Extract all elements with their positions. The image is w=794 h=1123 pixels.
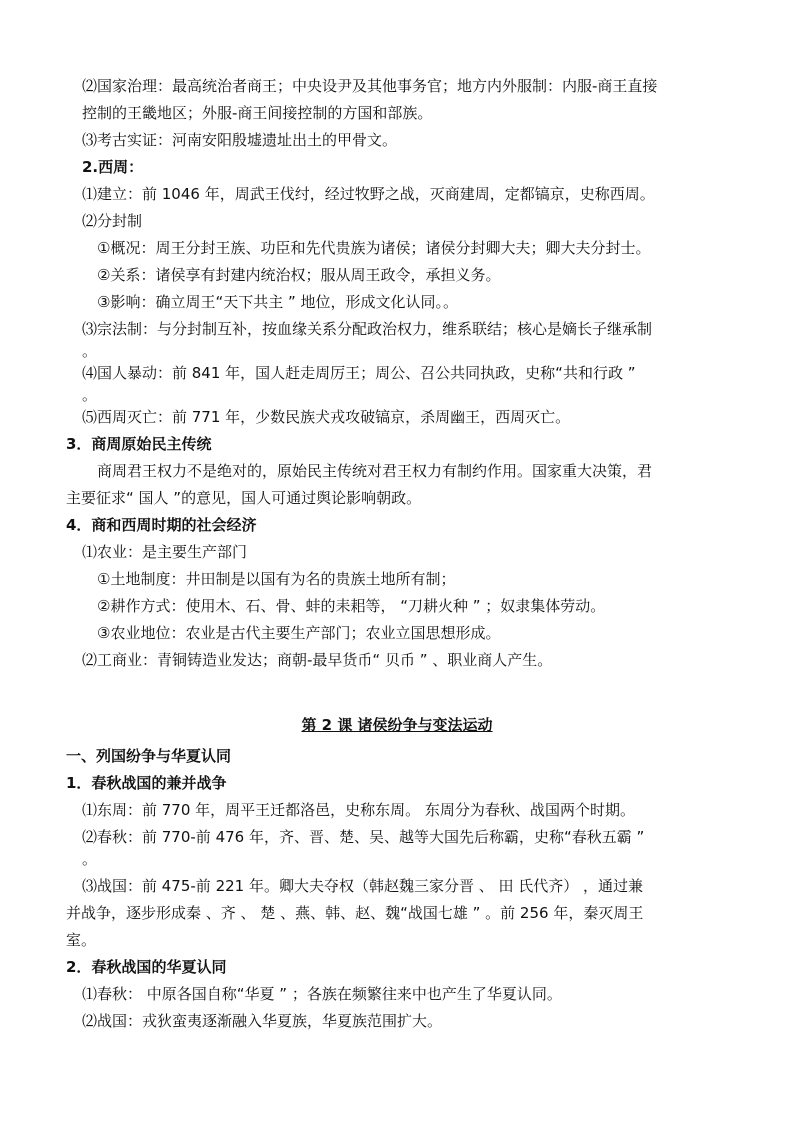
list-item: ②耕作方式：使用木、石、骨、蚌的耒耜等， “刀耕火种 ” ；奴隶集体劳动。 [97,597,606,615]
section-heading: 1．春秋战国的兼并战争 [66,774,227,792]
paragraph-line: 。 [82,342,98,360]
paragraph-line: ⑶宗法制：与分封制互补，按血缘关系分配政治权力，维系联结；核心是嫡长子继承制 [82,320,653,338]
section-heading: 一、列国纷争与华夏认同 [66,747,232,765]
section-heading: 4．商和西周时期的社会经济 [66,516,257,534]
section-heading: 2.西周： [82,158,144,176]
lesson-title: 第 2 课 诸侯纷争与变法运动 [301,716,493,734]
paragraph-line: ⑷国人暴动：前 841 年，国人赶走周厉王；周公、召公共同执政，史称“共和行政 ” [82,364,636,382]
paragraph-line: ⑶考古实证：河南安阳殷墟遗址出土的甲骨文。 [82,131,398,149]
list-item: ②关系：诸侯享有封建内统治权；服从周王政令，承担义务。 [97,266,501,284]
list-item: ③农业地位：农业是古代主要生产部门；农业立国思想形成。 [97,624,501,642]
paragraph-line: ⑴建立：前 1046 年，周武王伐纣，经过牧野之战，灭商建周，定都镐京，史称西周。 [82,185,655,203]
paragraph-line: ⑸西周灭亡：前 771 年，少数民族犬戎攻破镐京，杀周幽王，西周灭亡。 [82,408,571,426]
paragraph-line: ⑵国家治理：最高统治者商王；中央设尹及其他事务官；地方内外服制：内服-商王直接 [82,77,658,95]
section-heading: 2．春秋战国的华夏认同 [66,958,227,976]
paragraph-line: ⑵分封制 [82,212,143,230]
paragraph-line: ⑴农业：是主要生产部门 [82,543,248,561]
paragraph-line: 主要征求“ 国人 ”的意见，国人可通过舆论影响朝政。 [66,489,422,507]
paragraph-line: ⑵工商业：青铜铸造业发达；商朝-最早货币“ 贝币 ” 、职业商人产生。 [82,651,553,669]
paragraph-line: 室。 [66,931,97,949]
list-item: ①概况：周王分封王族、功臣和先代贵族为诸侯；诸侯分封卿大夫；卿大夫分封士。 [97,239,651,257]
paragraph-line: 。 [82,386,98,404]
paragraph-line: ⑴春秋： 中原各国自称“华夏 ” ；各族在频繁往来中也产生了华夏认同。 [82,985,562,1003]
paragraph-line: 控制的王畿地区；外服-商王间接控制的方国和部族。 [82,104,433,122]
list-item: ③影响：确立周王“天下共主 ” 地位，形成文化认同。。 [97,293,459,311]
list-item: ①土地制度：井田制是以国有为名的贵族土地所有制； [97,570,456,588]
paragraph-line: ⑴东周：前 770 年，周平王迁都洛邑，史称东周。 东周分为春秋、战国两个时期。 [82,801,635,819]
paragraph-line: ⑶战国：前 475-前 221 年。卿大夫夺权（韩赵魏三家分晋 、 田 氏代齐） ，通过兼 [82,877,644,895]
paragraph-line: ⑵春秋：前 770-前 476 年，齐、晋、楚、吴、越等大国先后称霸，史称“春秋五霸 ” [82,828,645,846]
paragraph-line: ⑵战国：戎狄蛮夷逐渐融入华夏族，华夏族范围扩大。 [82,1012,443,1030]
paragraph-line: 并战争，逐步形成秦 、齐 、 楚 、燕、韩、赵、魏“战国七雄 ” 。前 256 年，秦灭周王 [66,904,644,922]
paragraph-line: 商周君王权力不是绝对的，原始民主传统对君王权力有制约作用。国家重大决策，君 [97,462,653,480]
section-heading: 3．商周原始民主传统 [66,435,212,453]
paragraph-line: 。 [82,850,98,868]
